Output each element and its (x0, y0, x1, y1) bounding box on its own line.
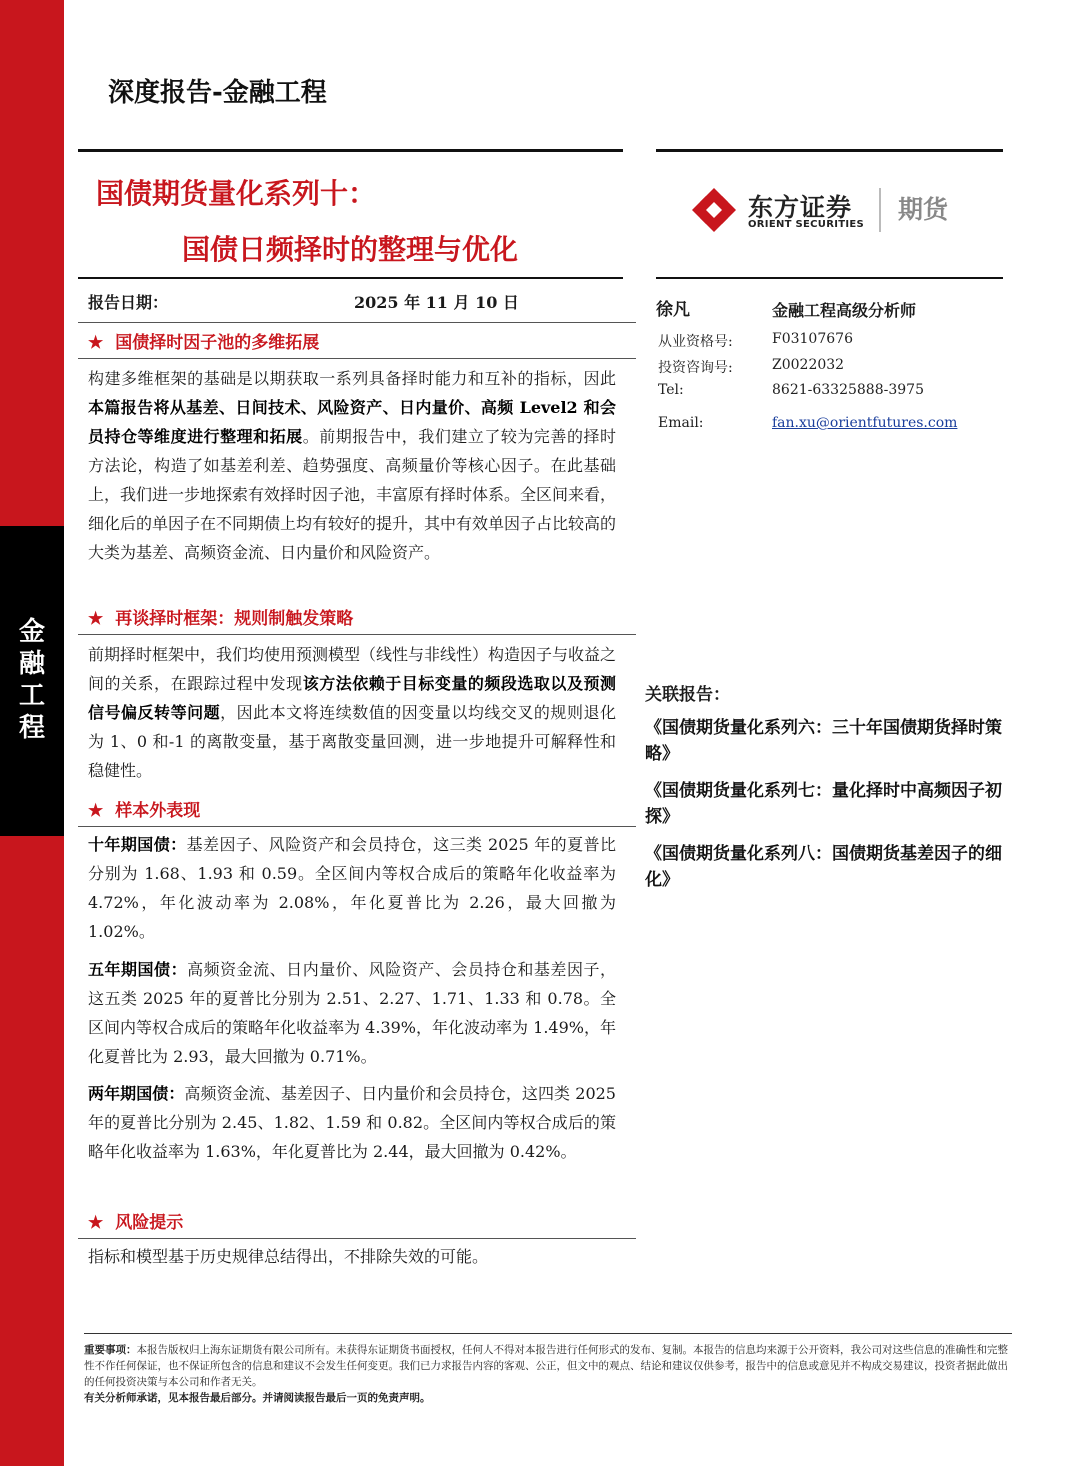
date-label: 报告日期： (88, 293, 169, 312)
document-type: 深度报告-金融工程 (108, 78, 327, 108)
consult-label: 投资咨询号: (658, 360, 733, 376)
analyst-title: 金融工程高级分析师 (772, 301, 917, 320)
section-heading-risk (88, 1208, 183, 1233)
paragraph-two-year (88, 1079, 616, 1166)
logo-bottom-rule (656, 277, 1003, 279)
bold-text-run: 两年期国债： (88, 1084, 185, 1103)
company-logo (690, 186, 990, 236)
sidebar-char: 程 (18, 713, 45, 743)
bold-text-run: 本篇报告将从基差、日间技术、风险资产、日内量价、高频 Level2 和会员持仓等维度进行整理和拓展 (88, 398, 616, 446)
text-run: 前期择时框架中，我们均使用预测模型（线性与非线性）构造因子与收益之间的关系，在跟踪过程中发现 (88, 645, 617, 693)
sidebar-char: 融 (18, 649, 45, 679)
sidebar-char: 工 (18, 681, 45, 711)
star-icon: ★ (88, 333, 104, 353)
related-report-link[interactable]: 《国债期货量化系列七：量化择时中高频因子初探》 (645, 781, 1002, 827)
bold-text-run: 该方法依赖于目标变量的频段选取以及预测信号偏反转等问题 (88, 674, 616, 722)
section-title: 风险提示 (115, 1213, 184, 1233)
tel-value: 8621-63325888-3975 (772, 382, 924, 398)
paragraph-framework (88, 640, 616, 785)
title-bottom-rule (78, 277, 623, 279)
section-divider (78, 634, 636, 635)
title-top-rule (78, 149, 623, 152)
logo-divider (879, 188, 881, 232)
disclaimer-text: 本报告版权归上海东证期货有限公司所有。未获得东证期货书面授权，任何人不得对本报告进行任何形式的发布、复制。本报告的信息均来源于公开资料，我公司对这些信息的准确性和完整性不作任何保证，也不保证所包含的信息和建议不会发生任何变更。我们已力求报告内容的客观、公正，但文中的观点、结论和建议仅供参考，报告中的信息或意见并不构成交易建议，投资者据此做出的任何投资决策与本公司和作者无关。 (84, 1344, 1008, 1388)
section-title: 国债择时因子池的多维拓展 (115, 333, 320, 353)
section-divider (78, 358, 636, 359)
qualification-label: 从业资格号: (658, 334, 733, 350)
sidebar-red-bottom (0, 836, 64, 1466)
bold-text-run: 五年期国债： (88, 960, 188, 979)
section-heading-out-of-sample (88, 796, 200, 821)
logo-futures-label: 期货 (898, 195, 949, 224)
analyst-name: 徐凡 (656, 300, 690, 320)
text-run: ，因此本文将连续数值的因变量以均线交叉的规则退化为 1、0 和-1 的离散变量，基于离散变量回测，进一步地提升可解释性和稳健性。 (88, 703, 616, 780)
section-divider (78, 1238, 636, 1239)
star-icon: ★ (88, 801, 104, 821)
text-run: 高频资金流、基差因子、日内量价和会员持仓，这四类 2025 年的夏普比分别为 2.45、1.82、1.59 和 0.82。全区间内等权合成后的策略年化收益率为 1.63%，年化夏普比为 2.44，最大回撤为 0.42%。 (88, 1084, 616, 1161)
date-value: 2025 年 11 月 10 日 (354, 293, 519, 312)
paragraph-risk: 指标和模型基于历史规律总结得出，不排除失效的可能。 (88, 1247, 489, 1266)
report-title-line2: 国债日频择时的整理与优化 (182, 233, 519, 266)
logo-chinese-name: 东方证券 (748, 193, 853, 222)
sidebar-category-label (0, 616, 64, 744)
sidebar-red-top (0, 0, 64, 526)
tel-label: Tel: (658, 382, 684, 398)
section-title: 样本外表现 (115, 801, 201, 821)
related-reports-title: 关联报告： (645, 685, 730, 705)
section-title: 再谈择时框架：规则制触发策略 (115, 609, 354, 629)
related-report-link[interactable]: 《国债期货量化系列六：三十年国债期货择时策略》 (645, 718, 1002, 764)
text-run: 基差因子、风险资产和会员持仓，这三类 2025 年的夏普比分别为 1.68、1.93 和 0.59。全区间内等权合成后的策略年化收益率为 4.72%，年化波动率为 2.08%，年化夏普比为 2.26，最大回撤为 1.02%。 (88, 835, 616, 941)
sidebar-char: 金 (18, 617, 45, 647)
email-link[interactable]: fan.xu@orientfutures.com (772, 415, 958, 431)
related-report-link[interactable]: 《国债期货量化系列八：国债期货基差因子的细化》 (645, 844, 1002, 890)
section-heading-framework (88, 604, 353, 629)
report-title-line1: 国债期货量化系列十： (96, 177, 377, 210)
qualification-value: F03107676 (772, 331, 853, 347)
paragraph-five-year (88, 955, 616, 1071)
email-label: Email: (658, 415, 704, 431)
text-run: 高频资金流、日内量价、风险资产、会员持仓和基差因子，这五类 2025 年的夏普比分别为 2.51、2.27、1.71、1.33 和 0.78。全区间内等权合成后的策略年化收益率为 4.39%，年化波动率为 1.49%，年化夏普比为 2.93，最大回撤为 0.71%。 (88, 960, 616, 1066)
text-run: 。前期报告中，我们建立了较为完善的择时方法论，构造了如基差利差、趋势强度、高频量价等核心因子。在此基础上，我们进一步地探索有效择时因子池，丰富原有择时体系。全区间来看，细化后的单因子在不同期债上均有较好的提升，其中有效单因子占比较高的大类为基差、高频资金流、日内量价和风险资产。 (88, 427, 617, 562)
section-divider (78, 826, 636, 827)
bold-text-run: 十年期国债： (88, 835, 187, 854)
consult-value: Z0022032 (772, 357, 845, 373)
disclaimer-note: 有关分析师承诺，见本报告最后部分。并请阅读报告最后一页的免责声明。 (84, 1392, 431, 1404)
paragraph-factor-pool (88, 364, 616, 567)
disclaimer-prefix: 重要事项： (84, 1344, 137, 1356)
text-run: 构建多维框架的基础是以期获取一系列具备择时能力和互补的指标，因此 (88, 369, 616, 388)
related-reports (645, 680, 1007, 904)
disclaimer (84, 1342, 1012, 1406)
logo-top-rule (656, 149, 1003, 152)
footer-divider (84, 1333, 1012, 1334)
section-heading-factor-pool (88, 328, 319, 353)
date-divider (78, 322, 636, 323)
logo-english-name: ORIENT SECURITIES (748, 219, 865, 230)
star-icon: ★ (88, 1213, 104, 1233)
paragraph-ten-year (88, 830, 616, 946)
star-icon: ★ (88, 609, 104, 629)
orient-logo-icon (690, 186, 738, 234)
